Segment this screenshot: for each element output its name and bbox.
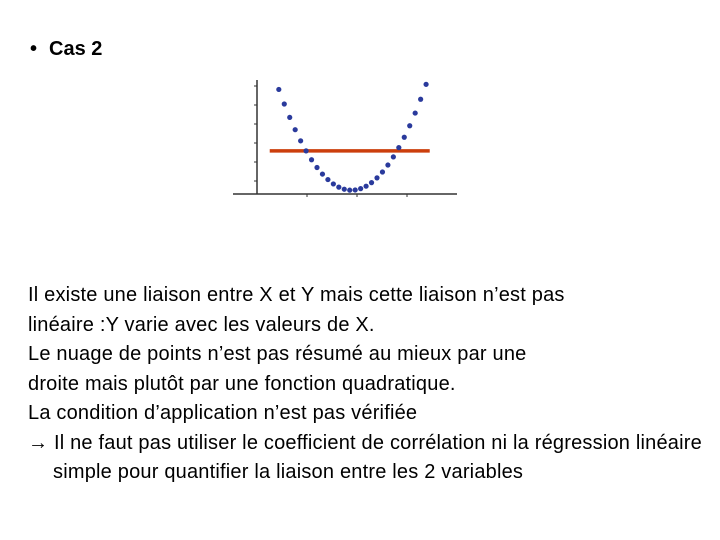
data-point [298,138,303,143]
data-point [353,187,358,192]
data-point [380,169,385,174]
data-point [282,101,287,106]
data-point [402,135,407,140]
data-point [293,127,298,132]
data-point [342,187,347,192]
text-line-2: linéaire :Y varie avec les valeurs de X. [28,313,375,336]
data-point [325,177,330,182]
data-point [309,157,314,162]
explanation-text [28,281,708,488]
data-point [303,148,308,153]
data-point [374,175,379,180]
data-point [363,184,368,189]
data-point [336,185,341,190]
data-point [391,154,396,159]
text-line-3: Le nuage de points n’est pas résumé au mieux par une [28,343,527,365]
data-point [413,110,418,115]
scatter-figure [205,72,467,214]
data-point [331,181,336,186]
data-point [287,115,292,120]
text-line-1: Il existe une liaison entre X et Y mais cette liaison n’est pas [28,284,565,306]
text-line-4: droite mais plutôt par une fonction quadratique. [28,372,456,395]
data-point [418,97,423,102]
data-point [314,165,319,170]
data-point [396,145,401,150]
data-point [358,186,363,191]
data-point [276,87,281,92]
data-point [369,180,374,185]
scatter-plot [205,72,467,214]
slide-title [30,38,102,61]
data-point [423,82,428,87]
data-point [320,171,325,176]
data-point [385,162,390,167]
bullet-marker: • [30,38,38,60]
data-point [407,123,412,128]
title-text: Cas 2 [49,38,103,60]
text-line-5: La condition d’application n’est pas vérifiée [28,402,418,424]
data-point [347,188,352,193]
text-line-6: → Il ne faut pas utiliser le coefficient de corrélation ni la régression linéaire simple pour quantifier la liaison entre les 2 variables [28,431,702,483]
